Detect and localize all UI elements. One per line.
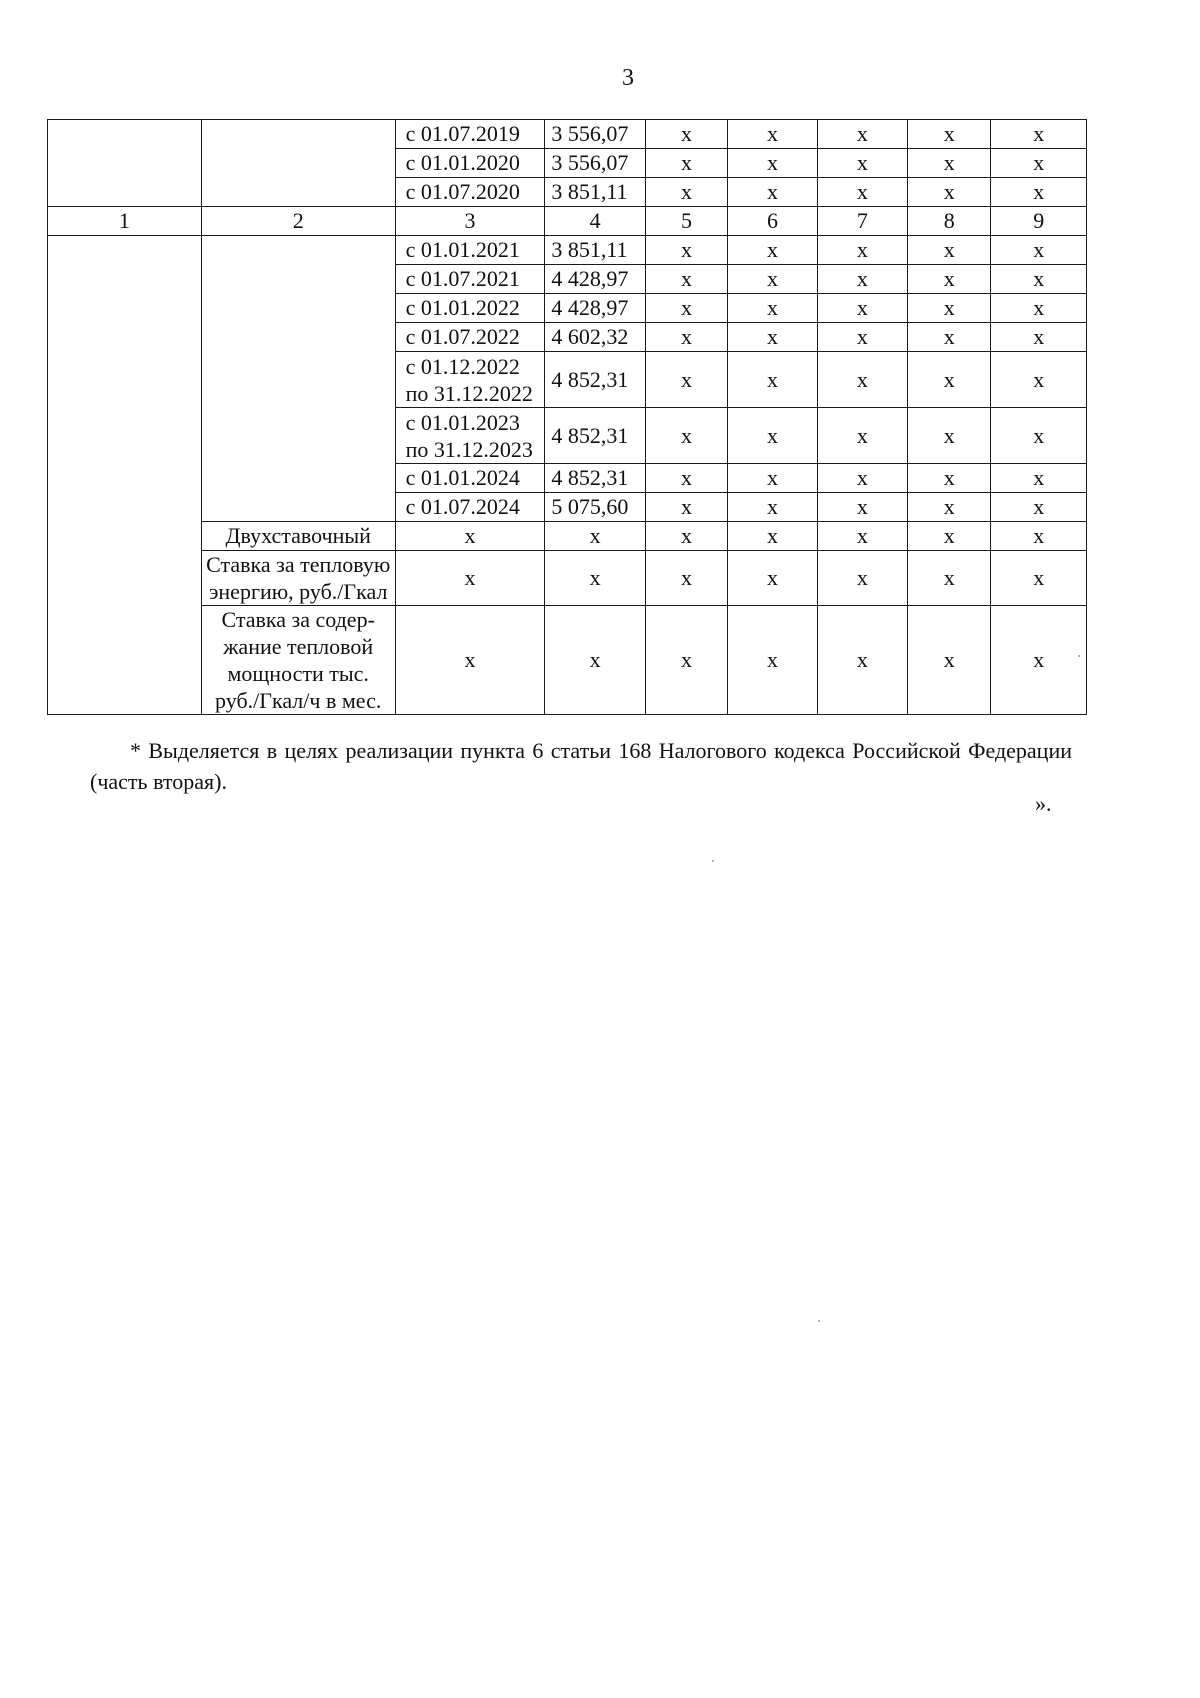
- mark-cell: х: [908, 178, 991, 207]
- column-number: 8: [908, 207, 991, 236]
- mark-cell: х: [908, 149, 991, 178]
- mark-cell: х: [991, 294, 1087, 323]
- mark-cell: х: [991, 408, 1087, 464]
- column-number-row: [48, 207, 1087, 236]
- mark-cell: х: [645, 265, 727, 294]
- mark-cell: х: [817, 352, 907, 408]
- empty-cell: [201, 236, 395, 522]
- mark-cell: х: [908, 606, 991, 715]
- mark-cell: х: [991, 352, 1087, 408]
- mark-cell: х: [908, 323, 991, 352]
- mark-cell: х: [817, 606, 907, 715]
- table-row: [48, 236, 1087, 265]
- column-number: 3: [395, 207, 545, 236]
- value-cell: 3 556,07: [545, 120, 645, 149]
- value-cell: 4 428,97: [545, 294, 645, 323]
- column-number: 9: [991, 207, 1087, 236]
- table-row: [48, 120, 1087, 149]
- capacity-rate-label: Ставка за содер-жание тепловой мощности тыс. руб./Гкал/ч в мес.: [201, 606, 395, 715]
- mark-cell: х: [728, 323, 817, 352]
- value-cell: 3 851,11: [545, 236, 645, 265]
- mark-cell: х: [728, 352, 817, 408]
- mark-cell: х: [645, 236, 727, 265]
- mark-cell: х: [728, 265, 817, 294]
- date-range-start: с 01.12.2022: [405, 353, 520, 379]
- table-row: [48, 522, 1087, 551]
- mark-cell: х: [908, 265, 991, 294]
- mark-cell: х: [817, 120, 907, 149]
- mark-cell: х: [817, 294, 907, 323]
- empty-cell: [48, 120, 202, 207]
- mark-cell: х: [908, 464, 991, 493]
- date-cell: с 01.01.2021: [395, 236, 545, 265]
- mark-cell: х: [991, 323, 1087, 352]
- mark-cell: х: [908, 551, 991, 606]
- scan-speck: [818, 1320, 820, 1322]
- mark-cell: х: [645, 323, 727, 352]
- column-number: 5: [645, 207, 727, 236]
- date-cell: с 01.07.2020: [395, 178, 545, 207]
- mark-cell: х: [991, 149, 1087, 178]
- mark-cell: х: [991, 178, 1087, 207]
- mark-cell: х: [728, 178, 817, 207]
- mark-cell: х: [991, 493, 1087, 522]
- mark-cell: х: [645, 408, 727, 464]
- mark-cell: х: [817, 464, 907, 493]
- value-cell: 4 602,32: [545, 323, 645, 352]
- two-rate-label: Двухставочный: [201, 522, 395, 551]
- mark-cell: х: [645, 464, 727, 493]
- mark-cell: х: [728, 493, 817, 522]
- mark-cell: х: [908, 294, 991, 323]
- mark-cell: х: [545, 606, 645, 715]
- footnote: * Выделяется в целях реализации пункта 6 статьи 168 Налогового кодекса Российской Федерации (часть вторая).: [90, 738, 1072, 794]
- date-cell: с 01.01.2022: [395, 294, 545, 323]
- date-range-cell: [395, 408, 545, 464]
- mark-cell: х: [728, 464, 817, 493]
- mark-cell: х: [817, 408, 907, 464]
- mark-cell: х: [908, 408, 991, 464]
- date-cell: с 01.01.2020: [395, 149, 545, 178]
- mark-cell: х: [728, 294, 817, 323]
- mark-cell: х: [728, 408, 817, 464]
- column-number: 1: [48, 207, 202, 236]
- mark-cell: х: [395, 522, 545, 551]
- mark-cell: х: [545, 551, 645, 606]
- date-cell: с 01.07.2019: [395, 120, 545, 149]
- date-range-cell: [395, 352, 545, 408]
- date-range-end: по 31.12.2023: [405, 436, 533, 462]
- mark-cell: х: [817, 551, 907, 606]
- mark-cell: х: [817, 493, 907, 522]
- mark-cell: х: [645, 493, 727, 522]
- scan-speck: [712, 860, 714, 862]
- mark-cell: х: [728, 551, 817, 606]
- tariff-table: [47, 119, 1087, 715]
- value-cell: 4 852,31: [545, 408, 645, 464]
- mark-cell: х: [908, 493, 991, 522]
- mark-cell: х: [645, 606, 727, 715]
- mark-cell: х: [728, 606, 817, 715]
- closing-quote: ».: [1035, 791, 1052, 816]
- mark-cell: х: [817, 323, 907, 352]
- value-cell: 4 852,31: [545, 464, 645, 493]
- value-cell: 4 428,97: [545, 265, 645, 294]
- date-cell: с 01.07.2024: [395, 493, 545, 522]
- table-row: [48, 551, 1087, 606]
- mark-cell: х: [728, 236, 817, 265]
- mark-cell: х: [395, 551, 545, 606]
- mark-cell: х: [545, 522, 645, 551]
- mark-cell: х: [728, 522, 817, 551]
- mark-cell: х: [645, 178, 727, 207]
- page-number: 3: [622, 65, 634, 91]
- mark-cell: х: [817, 236, 907, 265]
- mark-cell: х: [908, 120, 991, 149]
- mark-cell: х: [817, 265, 907, 294]
- mark-cell: х: [728, 149, 817, 178]
- mark-cell: х: [645, 522, 727, 551]
- mark-cell: х: [645, 352, 727, 408]
- column-number: 7: [817, 207, 907, 236]
- value-cell: 4 852,31: [545, 352, 645, 408]
- empty-cell: [48, 236, 202, 715]
- mark-cell: х: [645, 120, 727, 149]
- mark-cell: х: [991, 522, 1087, 551]
- date-range-start: с 01.01.2023: [405, 409, 520, 435]
- empty-cell: [201, 120, 395, 207]
- mark-cell: х: [908, 522, 991, 551]
- mark-cell: х: [991, 265, 1087, 294]
- mark-cell: х: [645, 294, 727, 323]
- column-number: 6: [728, 207, 817, 236]
- mark-cell: х: [991, 236, 1087, 265]
- mark-cell: х: [395, 606, 545, 715]
- value-cell: 3 556,07: [545, 149, 645, 178]
- value-cell: 5 075,60: [545, 493, 645, 522]
- scan-speck: [1078, 655, 1080, 657]
- mark-cell: х: [991, 551, 1087, 606]
- mark-cell: х: [991, 606, 1087, 715]
- mark-cell: х: [645, 149, 727, 178]
- value-cell: 3 851,11: [545, 178, 645, 207]
- mark-cell: х: [908, 236, 991, 265]
- mark-cell: х: [991, 464, 1087, 493]
- mark-cell: х: [908, 352, 991, 408]
- date-range-end: по 31.12.2022: [405, 380, 533, 406]
- column-number: 4: [545, 207, 645, 236]
- date-cell: с 01.07.2022: [395, 323, 545, 352]
- date-cell: с 01.07.2021: [395, 265, 545, 294]
- mark-cell: х: [728, 120, 817, 149]
- mark-cell: х: [817, 522, 907, 551]
- date-cell: с 01.01.2024: [395, 464, 545, 493]
- mark-cell: х: [645, 551, 727, 606]
- mark-cell: х: [817, 178, 907, 207]
- column-number: 2: [201, 207, 395, 236]
- mark-cell: х: [991, 120, 1087, 149]
- mark-cell: х: [817, 149, 907, 178]
- heat-rate-label: Ставка за тепловую энергию, руб./Гкал: [201, 551, 395, 606]
- table-row: [48, 606, 1087, 715]
